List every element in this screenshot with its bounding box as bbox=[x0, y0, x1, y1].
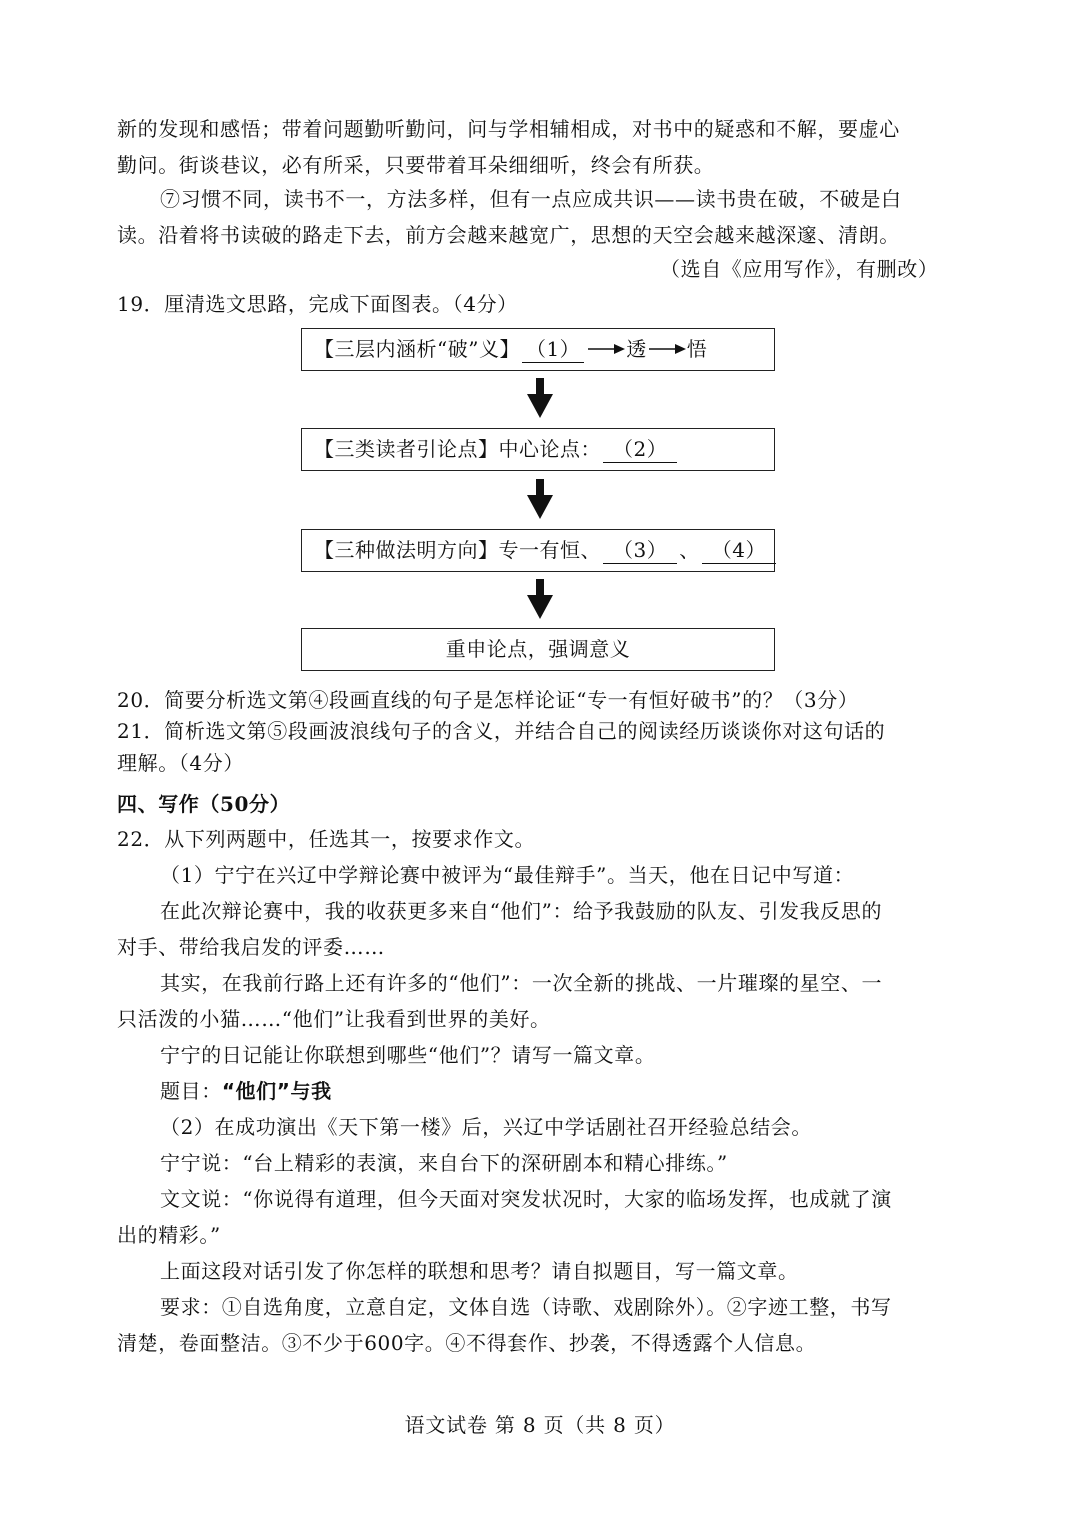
topic-label: 题目： bbox=[160, 1079, 222, 1103]
question-20: 20．简要分析选文第④段画直线的句子是怎样论证“专一有恒好破书”的？（3分） bbox=[117, 688, 859, 712]
box1-mid: 透 bbox=[626, 337, 647, 361]
q22-opt1-line4: 其实，在我前行路上还有许多的“他们”：一次全新的挑战、一片璀璨的星空、一 bbox=[160, 971, 883, 995]
passage-p6-line1: 新的发现和感悟；带着问题勤听勤问，问与学相辅相成，对书中的疑惑和不解，要虚心 bbox=[117, 117, 900, 141]
q22-opt1-line1: （1）宁宁在兴辽中学辩论赛中被评为“最佳辩手”。当天，他在日记中写道： bbox=[160, 863, 855, 887]
question-21-line1: 21．简析选文第⑤段画波浪线句子的含义，并结合自己的阅读经历谈谈你对这句话的 bbox=[117, 719, 886, 743]
flowchart-box-3 bbox=[301, 529, 775, 572]
down-arrow-icon bbox=[527, 479, 553, 521]
flowchart-box-4 bbox=[301, 628, 775, 671]
right-arrow-icon bbox=[586, 342, 626, 356]
right-arrow-icon bbox=[647, 342, 687, 356]
box2-label: 【三类读者引论点】中心论点： bbox=[314, 437, 601, 461]
q22-opt2-line4: 出的精彩。” bbox=[117, 1223, 221, 1247]
q22-opt2-line1: （2）在成功演出《天下第一楼》后，兴辽中学话剧社召开经验总结会。 bbox=[160, 1115, 812, 1139]
q22-opt2-line3: 文文说：“你说得有道理，但今天面对突发状况时，大家的临场发挥，也成就了演 bbox=[160, 1187, 892, 1211]
answer-blank-4[interactable]: （4） bbox=[702, 537, 776, 564]
answer-blank-2[interactable]: （2） bbox=[603, 436, 677, 463]
box3-label: 【三种做法明方向】专一有恒、 bbox=[314, 538, 601, 562]
q22-requirements-line1: 要求：①自选角度，立意自定，文体自选（诗歌、戏剧除外）。②字迹工整，书写 bbox=[160, 1295, 892, 1319]
down-arrow-icon bbox=[527, 579, 553, 621]
section-heading-writing: 四、写作（50分） bbox=[117, 792, 291, 816]
passage-p7-line2: 读。沿着将书读破的路走下去，前方会越来越宽广，思想的天空会越来越深邃、清朗。 bbox=[117, 223, 900, 247]
question-22-intro: 22．从下列两题中，任选其一，按要求作文。 bbox=[117, 827, 536, 851]
answer-blank-1[interactable]: （1） bbox=[522, 336, 584, 363]
passage-p7-line1: ⑦习惯不同，读书不一，方法多样，但有一点应成共识——读书贵在破，不破是白 bbox=[160, 187, 902, 211]
down-arrow-icon bbox=[527, 378, 553, 420]
q22-requirements-line2: 清楚，卷面整洁。③不少于600字。④不得套作、抄袭，不得透露个人信息。 bbox=[117, 1331, 817, 1355]
answer-blank-3[interactable]: （3） bbox=[603, 537, 677, 564]
passage-source: （选自《应用写作》，有删改） bbox=[660, 257, 939, 281]
flowchart-box-2 bbox=[301, 428, 775, 471]
q22-opt2-line2: 宁宁说：“台上精彩的表演，来自台下的深研剧本和精心排练。” bbox=[160, 1151, 728, 1175]
box1-end: 悟 bbox=[686, 337, 708, 361]
box3-separator: 、 bbox=[679, 538, 700, 562]
box4-label: 重申论点，强调意义 bbox=[445, 637, 631, 661]
flowchart-box-1 bbox=[301, 328, 775, 371]
q22-opt1-topic bbox=[160, 1076, 332, 1106]
passage-p6-line2: 勤问。街谈巷议，必有所采，只要带着耳朵细细听，终会有所获。 bbox=[117, 153, 715, 177]
q22-opt1-line3: 对手、带给我启发的评委…… bbox=[117, 935, 385, 959]
page-footer: 语文试卷 第 8 页（共 8 页） bbox=[404, 1413, 676, 1437]
q22-opt2-line5: 上面这段对话引发了你怎样的联想和思考？请自拟题目，写一篇文章。 bbox=[160, 1259, 799, 1283]
q22-opt1-line5: 只活泼的小猫……“他们”让我看到世界的美好。 bbox=[117, 1007, 551, 1031]
q22-opt1-line2: 在此次辩论赛中，我的收获更多来自“他们”：给予我鼓励的队友、引发我反思的 bbox=[160, 899, 883, 923]
q22-opt1-line6: 宁宁的日记能让你联想到哪些“他们”？请写一篇文章。 bbox=[160, 1043, 656, 1067]
question-21-line2: 理解。（4分） bbox=[117, 751, 244, 775]
question-19: 19．厘清选文思路，完成下面图表。（4分） bbox=[117, 292, 518, 316]
box1-label: 【三层内涵析“破”义】 bbox=[314, 337, 520, 361]
topic-title: “他们”与我 bbox=[221, 1079, 332, 1103]
